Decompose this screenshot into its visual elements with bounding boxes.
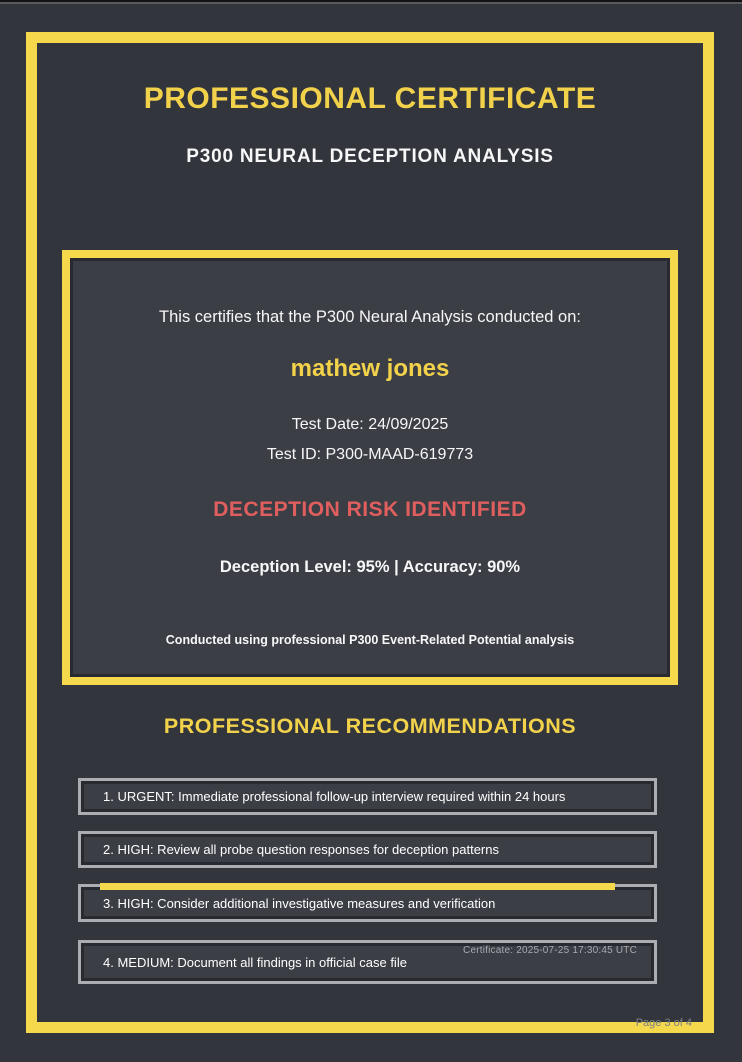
recommendations-heading: PROFESSIONAL RECOMMENDATIONS [163, 714, 577, 738]
certificate-timestamp: Certificate: 2025-07-25 17:30:45 UTC [463, 945, 637, 956]
certificate-title: PROFESSIONAL CERTIFICATE [143, 82, 597, 115]
test-date: Test Date: 24/09/2025 [291, 416, 449, 433]
recommendation-text: 4. MEDIUM: Document all findings in official case file [103, 954, 407, 970]
recommendation-item-2 [78, 831, 657, 868]
certificate-subtitle: P300 NEURAL DECEPTION ANALYSIS [186, 146, 554, 167]
certify-statement: This certifies that the P300 Neural Analysis conducted on: [159, 308, 581, 326]
deception-metrics: Deception Level: 95% | Accuracy: 90% [219, 558, 521, 576]
subject-name: mathew jones [290, 355, 450, 382]
yellow-divider-stripe [100, 883, 615, 890]
recommendation-item-1 [78, 778, 657, 815]
test-id: Test ID: P300-MAAD-619773 [266, 446, 474, 463]
recommendation-text: 3. HIGH: Consider additional investigative measures and verification [103, 895, 496, 911]
page-indicator: Page 3 of 4 [635, 1017, 692, 1029]
window-top-edge [0, 0, 742, 4]
recommendation-text: 2. HIGH: Review all probe question responses for deception patterns [103, 842, 499, 857]
risk-status: DECEPTION RISK IDENTIFIED [213, 498, 527, 521]
method-note: Conducted using professional P300 Event-Related Potential analysis [165, 633, 575, 647]
recommendation-text: 1. URGENT: Immediate professional follow-up interview required within 24 hours [103, 789, 566, 804]
